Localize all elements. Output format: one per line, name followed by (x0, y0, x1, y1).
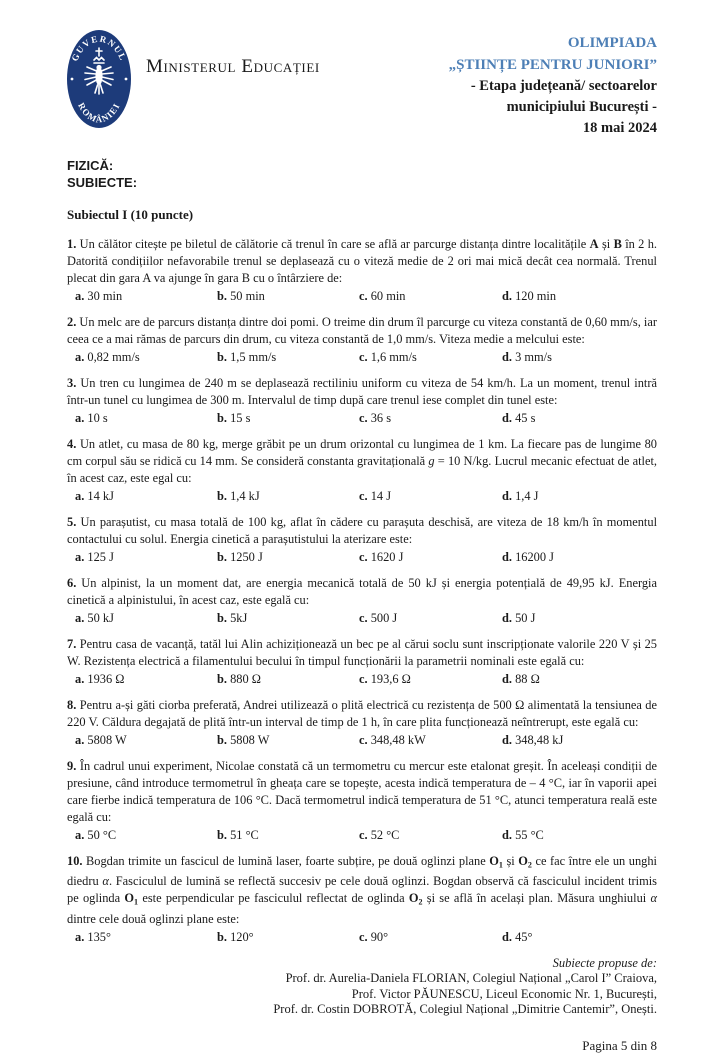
question-block (67, 436, 657, 505)
part-title: Subiectul I (10 puncte) (67, 207, 194, 222)
logo-top-text: GUVERNUL (69, 33, 129, 63)
question-block (67, 514, 657, 566)
question-body: Un alpinist, la un moment dat, are energia mecanică totală de 50 kJ și energia potențială de 49,95 kJ. Energia cinetică a alpinistului, în acest caz, este egală cu: (67, 576, 658, 607)
question-number: 2. (67, 315, 80, 329)
question-text (67, 636, 657, 670)
answer-option: b. 1,4 kJ (217, 489, 260, 503)
question-options (67, 410, 657, 427)
question-options (67, 488, 657, 505)
question-text (67, 575, 657, 609)
author-line: Prof. Victor PĂUNESCU, Liceul Economic Nr. 1, București, (351, 986, 657, 1001)
question-options (67, 827, 657, 844)
question-block (67, 853, 657, 946)
question-number: 4. (67, 437, 80, 451)
question-text (67, 436, 657, 487)
answer-option: c. 1620 J (359, 550, 404, 564)
author-line: Prof. dr. Aurelia-Daniela FLORIAN, Colegiul Național „Carol I” Craiova, (285, 971, 657, 986)
answer-option: d. 45° (502, 929, 533, 944)
question-text (67, 236, 657, 287)
discipline-label: FIZICĂ: (67, 158, 114, 173)
answer-option: c. 60 min (359, 289, 406, 303)
answer-option: d. 55 °C (502, 828, 544, 842)
answer-option: c. 1,6 mm/s (359, 350, 417, 364)
answer-option: a. 125 J (75, 550, 114, 564)
question-options (67, 732, 657, 749)
question-number: 9. (67, 759, 80, 773)
question-block (67, 636, 657, 688)
question-text (67, 375, 657, 409)
ministry-name: Ministerul Educației (146, 56, 320, 77)
authors-list (67, 971, 657, 1018)
header-right-line: - Etapa județeană/ sectoarelor (470, 78, 657, 94)
answer-option: b. 5808 W (217, 733, 270, 747)
answer-option: d. 348,48 kJ (502, 733, 564, 747)
government-logo (67, 30, 131, 128)
question-body: Pentru a-și găti ciorba preferată, Andrei utilizează o plită electrică cu rezistența de 500 Ω alimentată la tensiunea de 220 V. Căldura degajată de plită într-un interval de timp de 1 h, în care plita funcționează neîntrerupt, este egală cu: (67, 698, 658, 729)
question-block (67, 758, 657, 844)
question-number: 6. (67, 576, 82, 590)
answer-option: a. 10 s (75, 411, 108, 425)
question-number: 3. (67, 376, 81, 390)
proposed-by-label: Subiecte propuse de: (552, 955, 657, 970)
question-block (67, 697, 657, 749)
question-body: Un parașutist, cu masa totală de 100 kg, aflat în cădere cu parașuta deschisă, are viteza de 18 km/h în momentul contactului cu solul. Energia cinetică a parașutistului la aterizare este: (67, 515, 658, 546)
question-text (67, 853, 657, 928)
answer-option: c. 500 J (359, 611, 398, 625)
answer-option: b. 5kJ (217, 611, 248, 625)
question-block (67, 236, 657, 305)
question-number: 1. (67, 237, 80, 251)
question-body: Pentru casa de vacanță, tatăl lui Alin achiziționează un bec pe al cărui soclu sunt inscripționate valorile 220 V și 25 W. Rezistența electrică a filamentului becului în timpul funcționării la parametrii nominali este egală cu: (67, 637, 657, 668)
answer-option: a. 14 kJ (75, 489, 114, 503)
answer-option: c. 90° (359, 929, 389, 944)
header-right-line: 18 mai 2024 (582, 120, 657, 136)
answer-option: a. 30 min (75, 289, 123, 303)
answer-option: c. 193,6 Ω (359, 672, 411, 686)
answer-option: b. 51 °C (217, 828, 259, 842)
answer-option: c. 36 s (359, 411, 392, 425)
header-right-line: OLIMPIADA (567, 35, 657, 51)
answer-option: d. 16200 J (502, 550, 554, 564)
question-body: Bogdan trimite un fascicul de lumină laser, foarte subțire, pe două oglinzi plane $O_1$ și $O_2$ ce fac între ele un unghi diedru α. Fasciculul de lumină se reflectă succesiv pe cele două oglinzi. Bogdan observă că fasciculul incident trimis pe oglinda $O_1$ este perpendicular pe fasciculul reflectat de oglinda $O_2$ și se află în același plan. Măsura unghiului α dintre cele două oglinzi plane este: (67, 854, 657, 926)
author-line: Prof. dr. Costin DOBROTĂ, Colegiul Național „Dimitrie Cantemir”, Onești. (273, 1002, 657, 1017)
question-text (67, 758, 657, 826)
question-options (67, 671, 657, 688)
answer-option: a. 0,82 mm/s (75, 350, 140, 364)
answer-option: b. 50 min (217, 289, 265, 303)
question-text (67, 514, 657, 548)
answer-option: c. 14 J (359, 489, 392, 503)
header-right-line: „ȘTIINȚE PENTRU JUNIORI” (448, 57, 657, 73)
answer-option: d. 1,4 J (502, 489, 539, 503)
question-body: Un tren cu lungimea de 240 m se deplasează rectiliniu uniform cu viteza de 54 km/h. La un moment, trenul intră într-un tunel cu lungimea de 300 m. Intervalul de timp după care trenul iese complet din tunel este: (67, 376, 658, 407)
question-number: 7. (67, 637, 80, 651)
question-options (67, 929, 657, 946)
question-options (67, 349, 657, 366)
answer-option: d. 88 Ω (502, 672, 540, 686)
header-right-line: municipiului București - (506, 99, 657, 115)
footer (67, 956, 657, 1018)
question-options (67, 610, 657, 627)
question-options (67, 288, 657, 305)
page-number: Pagina 5 din 8 (582, 1037, 657, 1053)
question-body: Un melc are de parcurs distanța dintre doi pomi. O treime din drum îl parcurge cu viteza constantă de 0,60 mm/s, iar ceea ce a mai rămas de parcurs din drum, cu viteza constantă de 1,0 mm/s. Viteza medie a melcului este: (67, 315, 658, 346)
question-body: Un atlet, cu masa de 80 kg, merge grăbit pe un drum orizontal cu lungimea de 1 km. La fiecare pas de lungime 80 cm corpul său se ridică cu 14 mm. Se consideră constanta gravitațională g = 10 N/kg. Lucrul mecanic efectuat de atlet, în acest caz, este egal cu: (67, 437, 658, 485)
header-right (449, 30, 657, 139)
question-number: 5. (67, 515, 81, 529)
answer-option: b. 1,5 mm/s (217, 350, 277, 364)
subjects-label: SUBIECTE: (67, 175, 138, 190)
logo-bottom-text: ROMÂNIEI (76, 101, 122, 125)
answer-option: c. 348,48 kW (359, 733, 426, 747)
answer-option: a. 135° (75, 929, 111, 944)
question-block (67, 375, 657, 427)
answer-option: b. 15 s (217, 411, 251, 425)
page-header (67, 30, 657, 139)
answer-option: c. 52 °C (359, 828, 400, 842)
question-number: 8. (67, 698, 80, 712)
question-block (67, 314, 657, 366)
question-options (67, 549, 657, 566)
answer-option: b. 880 Ω (217, 672, 261, 686)
answer-option: b. 1250 J (217, 550, 263, 564)
questions-list (67, 236, 657, 946)
question-number: 10. (67, 854, 87, 868)
government-seal-icon (67, 30, 131, 128)
answer-option: d. 3 mm/s (502, 350, 552, 364)
answer-option: d. 120 min (502, 289, 557, 303)
answer-option: a. 1936 Ω (75, 672, 125, 686)
answer-option: d. 45 s (502, 411, 536, 425)
question-text (67, 314, 657, 348)
question-text (67, 697, 657, 731)
question-body: Un călător citește pe biletul de călătorie că trenul în care se află ar parcurge distanța dintre localitățile A și B în 2 h. Datorită condițiilor nefavorabile trenul se deplasează cu o viteză medie de 2 ori mai mică decât cea normală. Trenul plecat din gara A va ajunge în gara B cu o întârziere de: (67, 237, 658, 285)
answer-option: d. 50 J (502, 611, 536, 625)
question-body: În cadrul unui experiment, Nicolae constată că un termometru cu mercur este etalonat greșit. În aceleași condiții de presiune, când introduce termometrul în gheața care se topește, acesta indică temperatura de – 4 °C, iar în vaporii apei care fierbe indică temperatura de 106 °C. Dacă termometrul indică temperatura de 51 °C, atunci temperatura reală este egală cu: (67, 759, 658, 824)
section-labels (67, 157, 657, 191)
answer-option: b. 120° (217, 929, 254, 944)
question-block (67, 575, 657, 627)
answer-option: a. 50 °C (75, 828, 117, 842)
answer-option: a. 5808 W (75, 733, 127, 747)
answer-option: a. 50 kJ (75, 611, 114, 625)
